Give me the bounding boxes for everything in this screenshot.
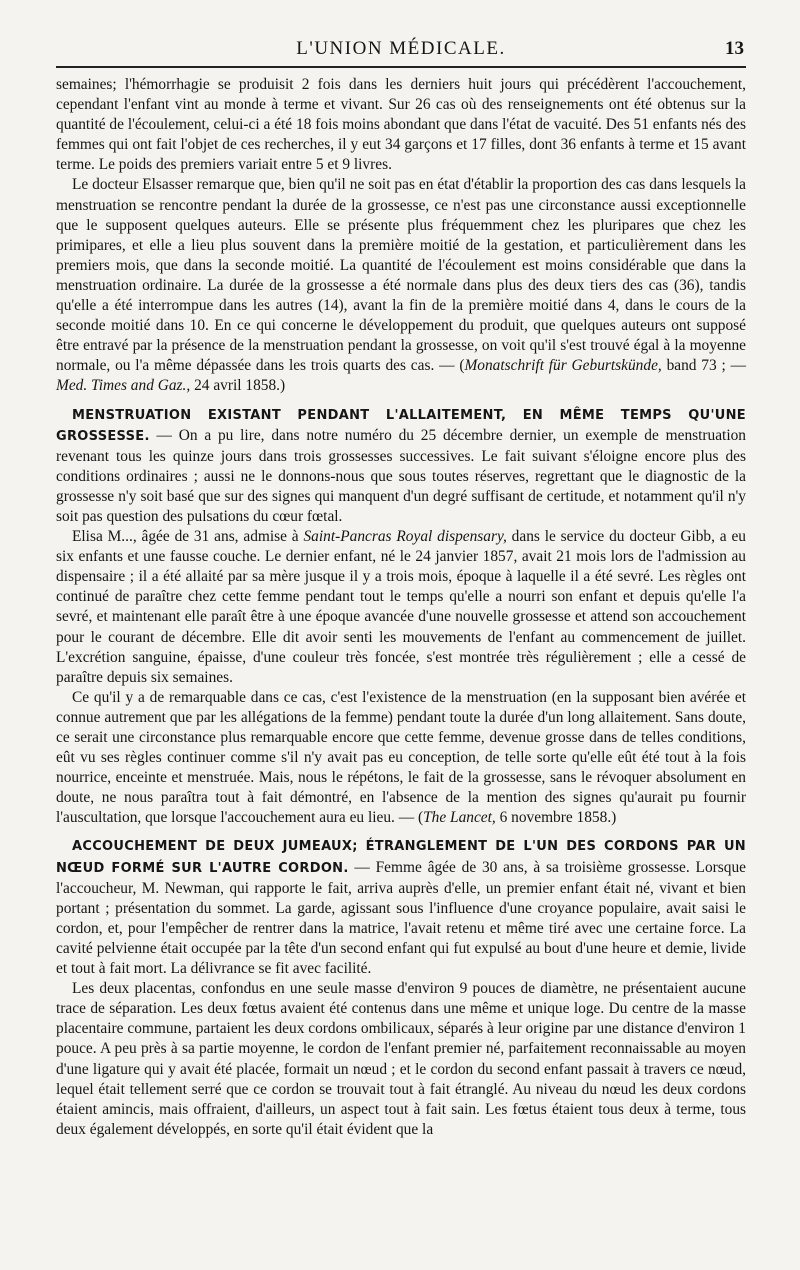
citation-date: 24 avril 1858.) [190, 377, 286, 395]
paragraph-text: Ce qu'il y a de remarquable dans ce cas, c'est l'existence de la menstruation (en la supposant bien avérée et connue autrement que par les allégations de la femme) pendant toute la durée d'un long allaitement. Sans doute, ce serait une circonstance plus remarquable encore que cette femme, devenue grosse dans de telles conditions, eût vu ses règles continuer comme s'il n'y avait pas eu conception, de telle sorte qu'elle eût été tout à la fois nourrice, enceinte et menstruée. Mais, nous le répétons, le fait de la grossesse, sans le révoquer absolument en doute, ne nous paraîtra tout à fait démontré, en l'absence de la mention des signes qu'aurait pu fournir l'auscultation, que lorsque l'accouchement aura eu lieu. — ( [56, 688, 746, 827]
paragraph-text: Elisa M..., âgée de 31 ans, admise à [72, 528, 304, 546]
paragraph-text: — Femme âgée de 30 ans, à sa troisième grossesse. Lorsque l'accoucheur, M. Newman, qui rapporte le fait, arriva auprès d'elle, un premier enfant était né, vivant et bien portant ; présentation du sommet. La garde, agissant sous l'influence d'une croyance populaire, avait saisi le cordon, et, pour l'empêcher de rentrer dans la matrice, l'avait retenu et même tiré avec une certaine force. La cavité pelvienne était occupée par la tête d'un second enfant qui fut expulsé au bout d'une heure et demie, livide et tout à fait mort. La délivrance se fit avec facilité. [56, 858, 746, 978]
paragraph-text: — On a pu lire, dans notre numéro du 25 décembre dernier, un exemple de menstruation revenant tous les quinze jours dans trois grossesses successives. Le fait suivant s'éloigne encore plus des conditions ordinaires ; aussi ne le donnons-nous que sous toutes réserves, regrettant que le diagnostic de la grossesse n'y soit basé que sur des signes qui manquent d'un degré suffisant de certitude, et notamment qu'il n'y soit pas question des pulsations du cœur fœtal. [56, 426, 746, 525]
section-menstruation [56, 405, 746, 528]
paragraph-elsasser [56, 175, 746, 396]
paragraph-elisa [56, 527, 746, 688]
paragraph-continuation: semaines; l'hémorrhagie se produisit 2 fois dans les derniers huit jours qui précédèrent l'accouchement, cependant l'enfant vint au monde à terme et vivant. Sur 26 cas où des renseignements ont été obtenus sur la quantité de l'écoulement, celui-ci a été 18 fois moins abondant que dans l'état de vacuité. Des 51 enfants nés des femmes qui ont fait l'objet de ces recherches, il y eut 34 garçons et 17 filles, dont 36 enfants à terme et 15 avant terme. Le poids des premiers variait entre 5 et 9 livres. [56, 76, 746, 174]
section-heading: MENSTRUATION EXISTANT PENDANT L'ALLAITEMENT, EN MÊME TEMPS QU'UNE GROSSESSE. [56, 407, 746, 444]
paragraph-placentas: Les deux placentas, confondus en une seule masse d'environ 9 pouces de diamètre, ne présentaient aucune trace de séparation. Les deux fœtus avaient été contenus dans une même et unique loge. Du centre de la masse placentaire commune, partaient les deux cordons ombilicaux, séparés à leur origine par une distance d'environ 1 pouce. A peu près à sa partie moyenne, le cordon de l'enfant premier né, parfaitement reconnaissable au moyen d'une ligature qui y avait été placée, formait un nœud ; et le cordon du second enfant passait à travers ce nœud, lequel était tellement serré que ce cordon se trouvait tout à fait étranglé. Au niveau du nœud les deux cordons étaient amincis, mais offraient, d'ailleurs, un aspect tout à fait sain. Les fœtus étaient tous deux à terme, tous deux également développés, en sorte qu'il était évident que la [56, 980, 746, 1138]
citation: Monatschrift für Geburtskünde, [464, 357, 662, 375]
citation: Med. Times and Gaz., [56, 377, 191, 395]
section-heading: ACCOUCHEMENT DE DEUX JUMEAUX; ÉTRANGLEMENT DE L'UN DES CORDONS PAR UN NŒUD FORMÉ SUR L'AUTRE CORDON. [56, 839, 746, 876]
running-header [56, 36, 746, 68]
citation: Saint-Pancras Royal dispensary, [303, 528, 507, 546]
paragraph-text: dans le service du docteur Gibb, a eu six enfants et une fausse couche. Le dernier enfant, né le 24 janvier 1857, avait 21 mois lors de l'admission au dispensaire ; il a été allaité par sa mère jusque il y a trois mois, époque à laquelle il a été sevré. Les règles ont continué de paraître chez cette femme pendant tout le temps qu'elle a nourri son enfant et depuis qu'elle l'a sevré, et maintenant elle paraît être à une époque avancée d'une nouvelle grossesse et attend son accouchement pour le courant de décembre. Elle dit avoir senti les mouvements de l'enfant au commencement de juillet. L'excrétion sanguine, épaisse, d'une couleur très foncée, s'est montrée très régulièrement ; elle a cessé de paraître depuis six semaines. [56, 528, 746, 686]
citation: The Lancet, [423, 809, 496, 827]
paragraph-text: Le docteur Elsasser remarque que, bien qu'il ne soit pas en état d'établir la proportion des cas dans lesquels la menstruation se rencontre pendant la durée de la grossesse, ce n'est pas une circonstance aussi exceptionnelle que le supposent quelques auteurs. Elle se présente plus fréquemment chez les pluripares que chez les primipares, et elle a lieu plus souvent dans la première moitié de la gestation, et particulièrement dans les premiers mois, que dans la seconde moitié. La quantité de l'écoulement est moins considérable que dans la menstruation ordinaire. La durée de la grossesse a été normale dans plus des deux tiers des cas (36), tandis qu'elle a été interrompue dans les autres (14), avant la fin de la première moitié dans 4, dans le cours de la seconde moitié dans 10. En ce qui concerne le développement du produit, que quelques auteurs ont supposé être entravé par la présence de la menstruation pendant la grossesse, on voit qu'il s'est trouvé égal à la moyenne normale, ou l'a même dépassée dans les trois quarts des cas. — ( [56, 176, 746, 375]
page-number: 13 [725, 38, 744, 59]
citation-date: 6 novembre 1858.) [495, 809, 617, 827]
journal-title: L'UNION MÉDICALE. [296, 38, 506, 59]
article-body [56, 75, 746, 1140]
section-jumeaux [56, 836, 746, 979]
paragraph-remarque [56, 688, 746, 829]
citation-text: band 73 ; — [661, 357, 746, 375]
